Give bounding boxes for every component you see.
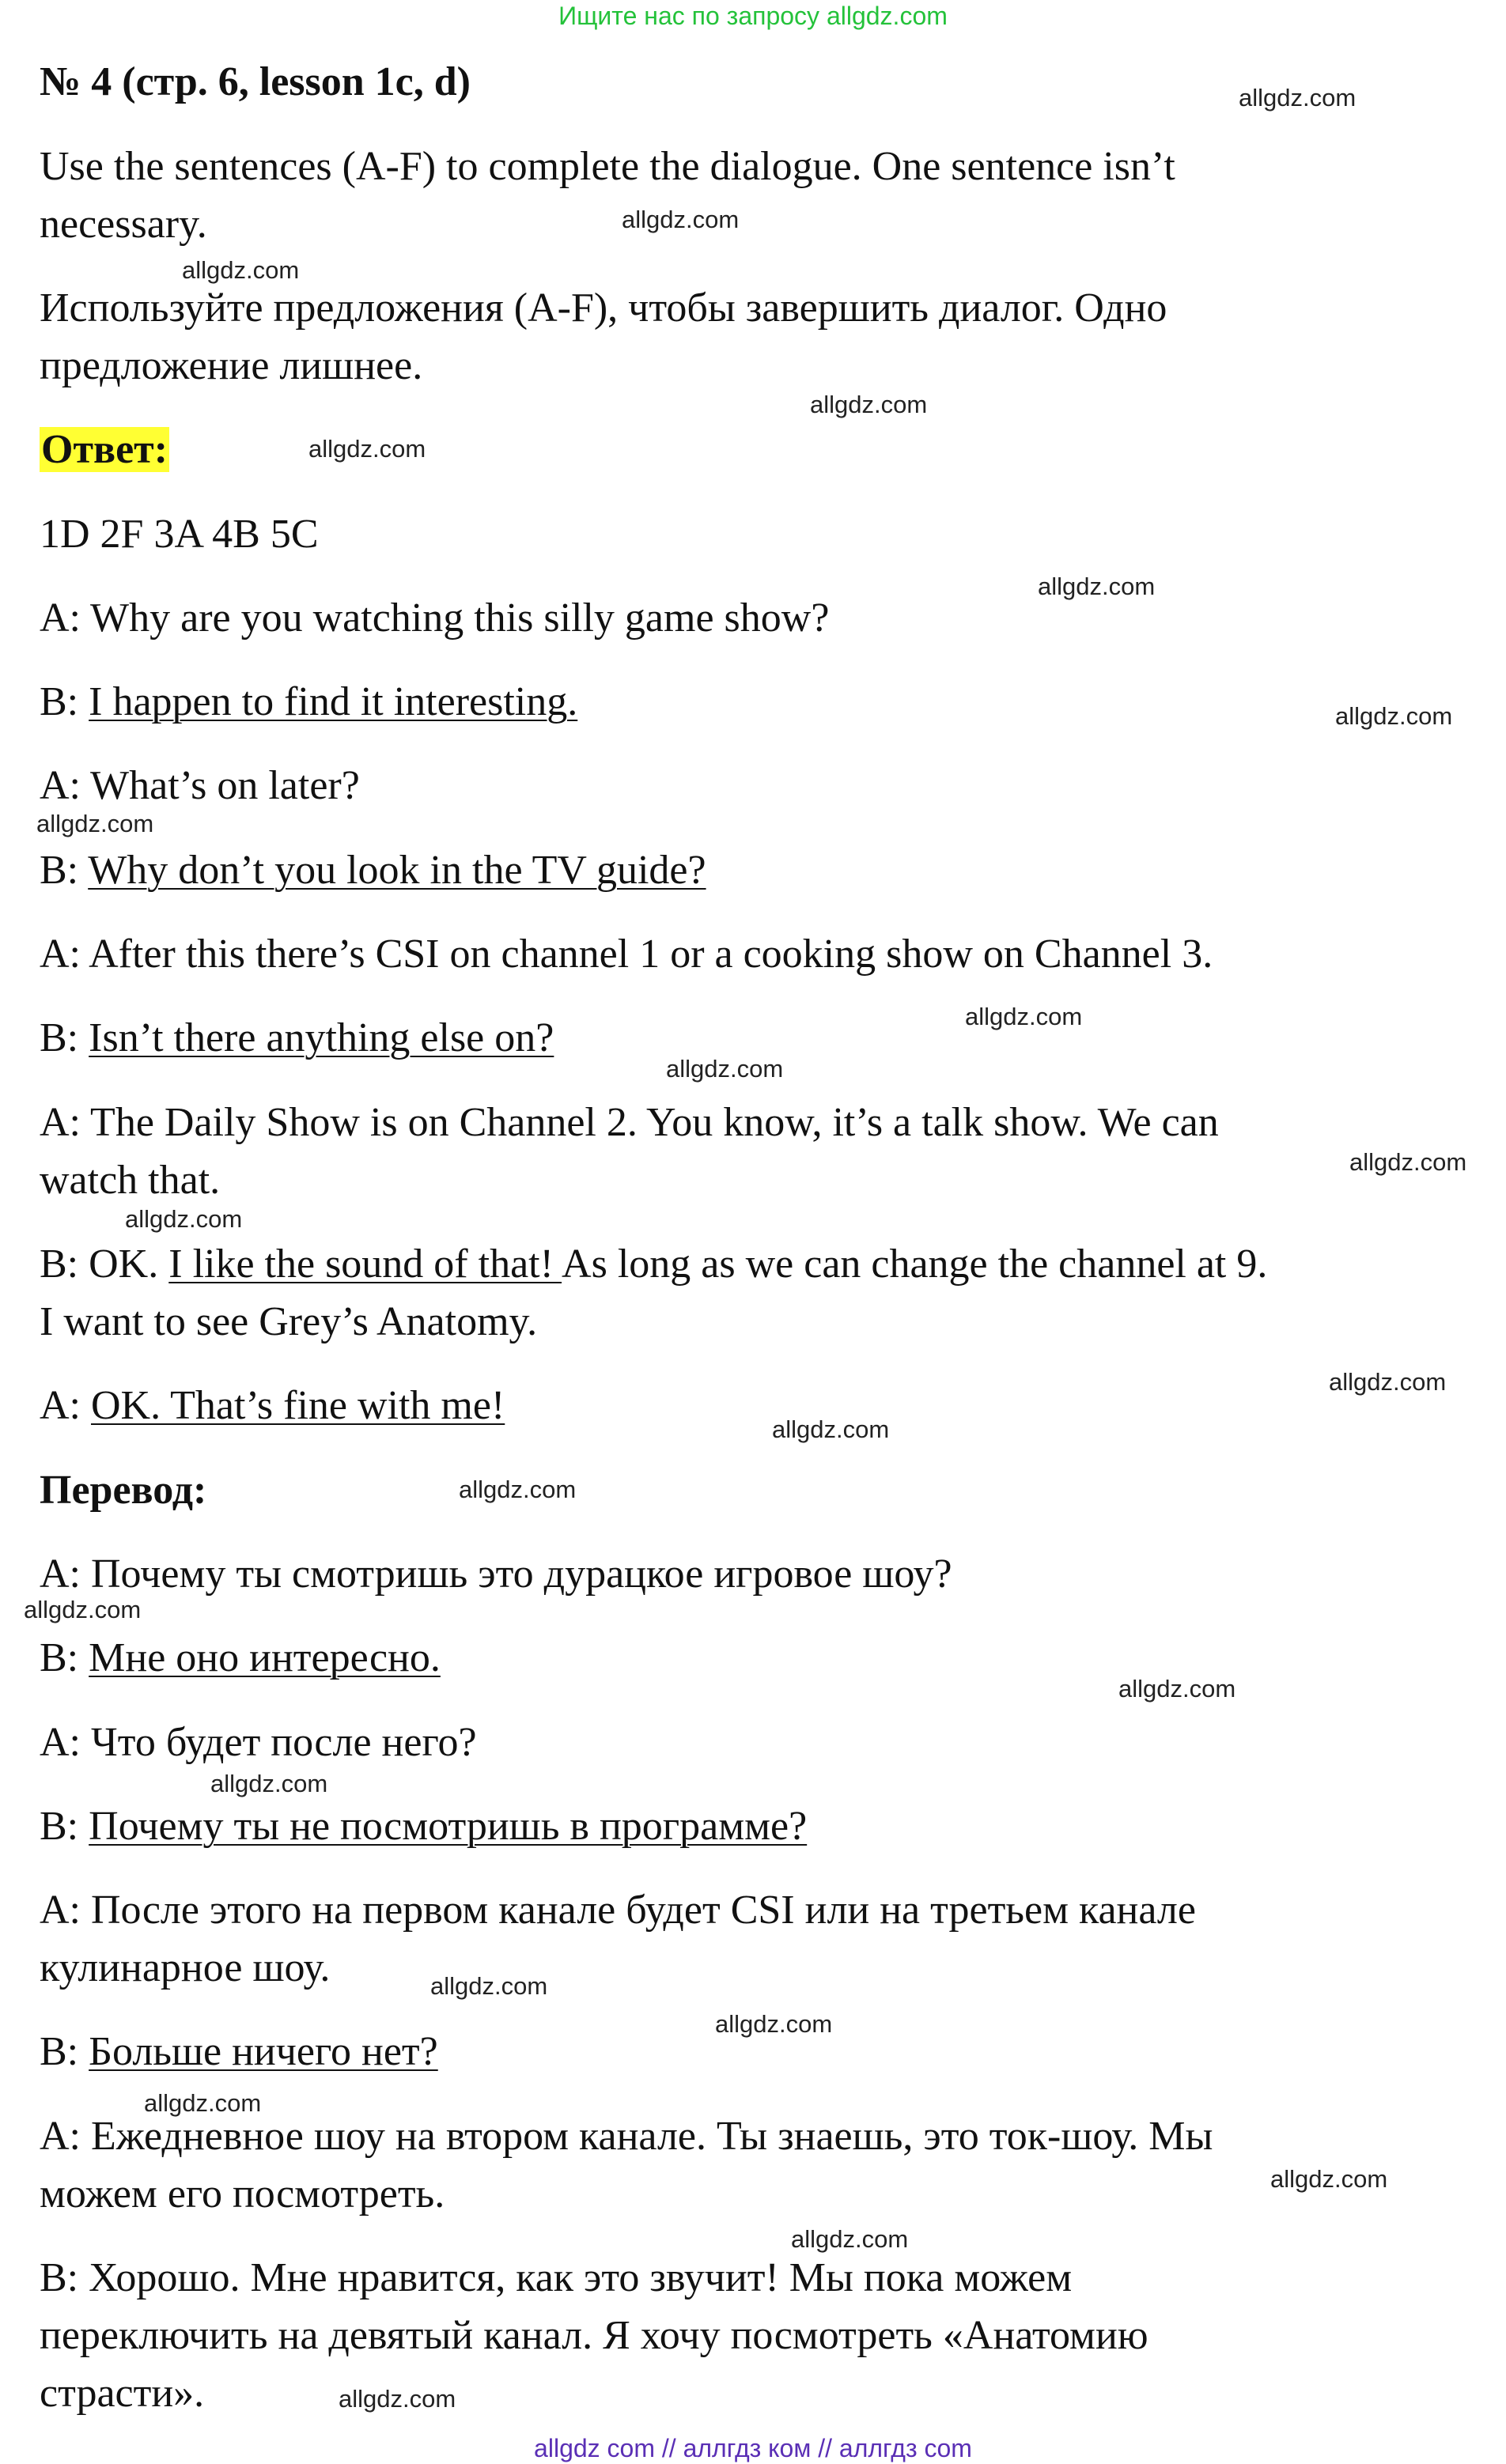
dialogue-en-line-8: watch that.	[40, 1158, 221, 1203]
dialogue-en-line-11	[40, 1377, 505, 1434]
watermark: allgdz.com	[666, 1055, 784, 1083]
watermark: allgdz.com	[1270, 2165, 1388, 2193]
dialogue-ru-line-11: переключить на девятый канал. Я хочу посмотреть «Анатомию	[40, 2313, 1148, 2358]
dialogue-en-line-4	[40, 842, 706, 899]
watermark: allgdz.com	[36, 810, 154, 837]
translation-heading: Перевод:	[40, 1468, 207, 1513]
dialogue-ru-line-1: A: Почему ты смотришь это дурацкое игровое шоу?	[40, 1551, 952, 1597]
dialogue-ru-line-10: B: Хорошо. Мне нравится, как это звучит! Мы пока можем	[40, 2255, 1073, 2300]
speaker-label: B:	[40, 679, 89, 724]
dialogue-ru-line-12: страсти».	[40, 2371, 205, 2416]
task-ru-line-2: предложение лишнее.	[40, 343, 423, 388]
top-banner: Ищите нас по запросу allgdz.com	[558, 2, 948, 30]
task-en-line-1: Use the sentences (A-F) to complete the dialogue. One sentence isn’t	[40, 144, 1175, 189]
watermark: allgdz.com	[791, 2225, 909, 2253]
watermark: allgdz.com	[965, 1003, 1083, 1030]
dialogue-ru-line-8: A: Ежедневное шоу на втором канале. Ты знаешь, это ток-шоу. Мы	[40, 2114, 1213, 2159]
dialogue-ru-line-5: A: После этого на первом канале будет CSI или на третьем канале	[40, 1888, 1196, 1933]
answer-sentence: Isn’t there anything else on?	[89, 1015, 554, 1060]
exercise-title: № 4 (стр. 6, lesson 1c, d)	[40, 59, 471, 104]
dialogue-text: B: OK.	[40, 1241, 169, 1287]
dialogue-text: As long as we can change the channel at 9.	[562, 1241, 1268, 1287]
answer-key: 1D 2F 3A 4B 5C	[40, 512, 319, 557]
dialogue-en-line-9	[40, 1236, 1267, 1293]
dialogue-en-line-7: A: The Daily Show is on Channel 2. You know, it’s a talk show. We can	[40, 1100, 1219, 1145]
watermark: allgdz.com	[1118, 1675, 1236, 1703]
dialogue-en-line-10: I want to see Grey’s Anatomy.	[40, 1299, 538, 1344]
watermark: allgdz.com	[810, 391, 928, 418]
watermark: allgdz.com	[1349, 1148, 1467, 1176]
answer-sentence: Почему ты не посмотришь в программе?	[89, 1804, 808, 1849]
watermark: allgdz.com	[182, 256, 300, 284]
watermark: allgdz.com	[125, 1205, 243, 1233]
dialogue-en-line-6	[40, 1010, 554, 1067]
dialogue-ru-line-7	[40, 2024, 438, 2080]
watermark: allgdz.com	[430, 1972, 548, 2000]
answer-sentence: Больше ничего нет?	[89, 2029, 438, 2074]
task-en-line-2: necessary.	[40, 202, 207, 247]
answer-sentence: I like the sound of that!	[168, 1241, 562, 1287]
speaker-label: B:	[40, 1635, 89, 1680]
answer-sentence: Why don’t you look in the TV guide?	[88, 848, 706, 893]
dialogue-en-line-3: A: What’s on later?	[40, 763, 360, 808]
watermark: allgdz.com	[210, 1770, 328, 1797]
watermark: allgdz.com	[1239, 84, 1357, 111]
dialogue-ru-line-9: можем его посмотреть.	[40, 2171, 445, 2216]
dialogue-ru-line-4	[40, 1798, 807, 1855]
bottom-banner: allgdz com // аллгдз ком // аллгдз com	[534, 2434, 972, 2462]
speaker-label: B:	[40, 1804, 89, 1849]
task-ru-line-1: Используйте предложения (A-F), чтобы завершить диалог. Одно	[40, 285, 1167, 331]
speaker-label: B:	[40, 848, 89, 893]
answer-label: Ответ:	[41, 427, 168, 472]
watermark: allgdz.com	[339, 2385, 456, 2413]
watermark: allgdz.com	[1329, 1368, 1447, 1396]
speaker-label: B:	[40, 1015, 89, 1060]
dialogue-en-line-2	[40, 674, 577, 731]
watermark: allgdz.com	[144, 2089, 262, 2117]
dialogue-ru-line-3: A: Что будет после него?	[40, 1720, 477, 1765]
watermark: allgdz.com	[459, 1476, 577, 1503]
answer-heading	[40, 421, 169, 478]
watermark: allgdz.com	[1038, 573, 1156, 600]
speaker-label: A:	[40, 1383, 91, 1428]
answer-sentence: Мне оно интересно.	[89, 1635, 441, 1680]
answer-sentence: OK. That’s fine with me!	[91, 1383, 505, 1428]
watermark: allgdz.com	[715, 2010, 833, 2038]
watermark: allgdz.com	[308, 435, 426, 463]
dialogue-en-line-1: A: Why are you watching this silly game show?	[40, 595, 830, 641]
speaker-label: B:	[40, 2029, 89, 2074]
watermark: allgdz.com	[622, 206, 740, 233]
dialogue-ru-line-6: кулинарное шоу.	[40, 1945, 331, 1990]
watermark: allgdz.com	[24, 1596, 142, 1623]
answer-sentence: I happen to find it interesting.	[89, 679, 578, 724]
watermark: allgdz.com	[772, 1415, 890, 1443]
dialogue-ru-line-2	[40, 1630, 441, 1687]
watermark: allgdz.com	[1335, 702, 1453, 730]
dialogue-en-line-5: A: After this there’s CSI on channel 1 or a cooking show on Channel 3.	[40, 932, 1213, 977]
